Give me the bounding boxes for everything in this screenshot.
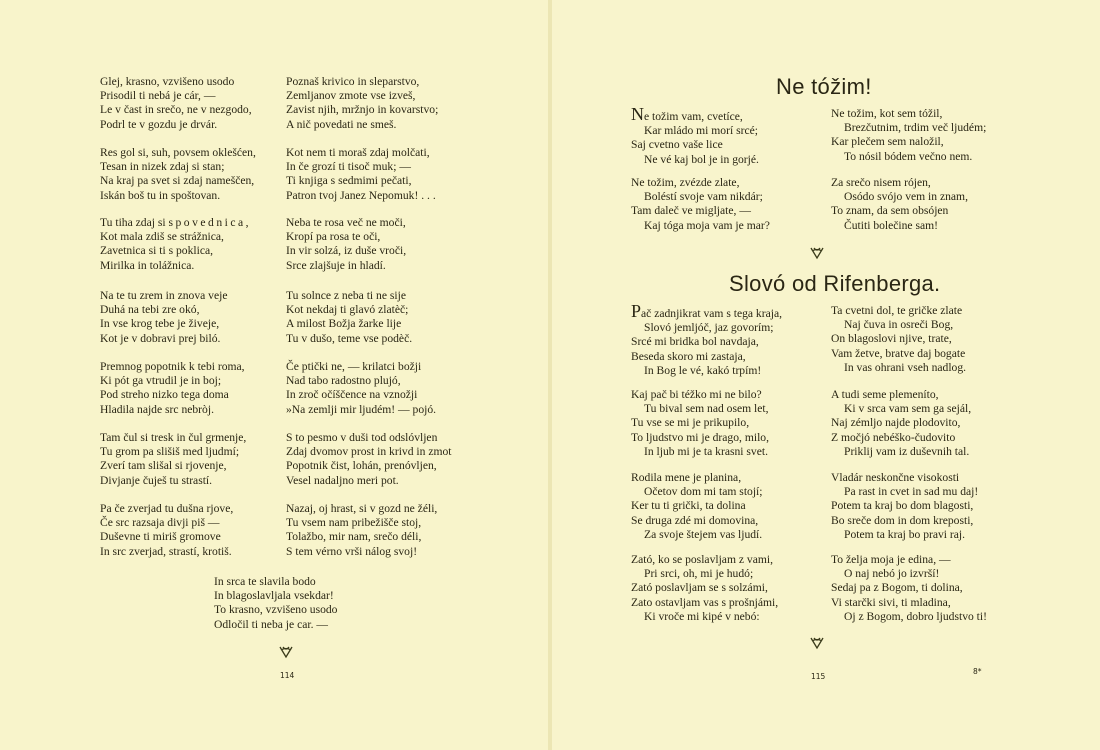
stanza <box>100 75 252 132</box>
stanza <box>286 289 412 346</box>
verse-line: A milost Božja žarke lije <box>286 317 402 331</box>
stanza <box>100 146 256 203</box>
verse-text: ač zadnjikrat vam s tega kraja, <box>641 307 783 320</box>
stanza <box>100 502 233 559</box>
verse-line: To krasno, vzvišeno usodo <box>214 603 338 617</box>
verse-line: Oj z Bogom, dobro ljudstvo ti! <box>844 609 987 623</box>
stanza <box>631 104 759 167</box>
verse-line: Pod streho nizko tega doma <box>100 388 229 402</box>
stanza <box>831 176 968 233</box>
verse-line: Kot mala zdiš se strážnica, <box>100 230 224 244</box>
stanza <box>286 75 438 132</box>
verse-line: Popotnik čist, lohán, prenóvljen, <box>286 459 437 473</box>
verse-line: Tu bival sem nad osem let, <box>644 402 769 416</box>
verse-line: Če src razsaja divji piš — <box>100 516 220 530</box>
poem-title-ne-tozim: Ne tóžim! <box>776 74 872 99</box>
verse-line: Vladár neskončne visokosti <box>831 471 960 484</box>
stanza <box>100 360 245 417</box>
verse-line: Odločil ti neba je car. — <box>214 617 328 631</box>
verse-line: Prisodil ti nebá je cár, — <box>100 89 216 103</box>
verse-text: e tožim vam, cvetíce, <box>644 110 743 123</box>
stanza <box>631 471 763 542</box>
verse-line <box>100 216 251 230</box>
stanza <box>831 388 971 459</box>
verse-line: Čutiti bolečine sam! <box>844 218 939 232</box>
verse-line: Vi starčki sivi, ti mladina, <box>831 595 951 609</box>
verse-line: Duhá na tebi zre okó, <box>100 303 200 317</box>
verse-line: Hladila najde src nebròj. <box>100 402 214 416</box>
verse-line: Nad tabo radostno plujó, <box>286 374 401 388</box>
verse-line: Tolažbo, mir nam, srečo déli, <box>286 530 422 544</box>
signature-mark: 8* <box>973 667 982 676</box>
verse-line: Tu v dušo, teme vse podèč. <box>286 331 413 345</box>
verse-line: Ti knjiga s sedmimi pečati, <box>286 174 412 188</box>
verse-line: Zavist njih, mržnjo in kovarstvo; <box>286 103 439 117</box>
verse-line: S to pesmo v duši tod odslóvljen <box>286 431 438 444</box>
verse-line: Kot nekdaj ti glavó zlatèč; <box>286 303 409 317</box>
verse-line: Srcé mi bridka bol navdaja, <box>631 335 759 349</box>
verse-line: Ne tožim, zvézde zlate, <box>631 176 740 189</box>
verse-line: Bo sreče dom in dom kreposti, <box>831 513 974 527</box>
stanza <box>100 289 227 346</box>
verse-line: Se druga zdé mi domovina, <box>631 513 759 527</box>
verse-line: Če ptički ne, — krilatci božji <box>286 360 422 373</box>
verse-line: Zato ostavljam vas s prošnjámi, <box>631 595 779 609</box>
poem-title-slovo: Slovó od Rifenberga. <box>729 271 941 296</box>
verse-line: Kaj tóga moja vam je mar? <box>644 218 770 232</box>
verse-line: In Bog le vé, kakó trpím! <box>644 363 762 377</box>
stanza <box>831 304 966 375</box>
verse-line: Kot nem ti moraš zdaj molčati, <box>286 146 430 159</box>
verse-line: A tudi seme plemeníto, <box>831 388 939 401</box>
verse-line: Zemljanov zmote vse izveš, <box>286 89 416 103</box>
stanza <box>100 216 251 273</box>
verse-line: Premnog popotnik k tebi roma, <box>100 360 245 373</box>
verse-line: Za srečo nisem rójen, <box>831 176 931 189</box>
verse-line: Potem ta kraj bo pravi raj. <box>844 527 966 541</box>
verse-line: Nazaj, oj hrast, si v gozd ne žéli, <box>286 502 438 515</box>
verse-line: To ljudstvo mi je drago, milo, <box>631 430 769 444</box>
stanza <box>286 502 437 559</box>
stanza <box>286 431 452 488</box>
page-number-right: 115 <box>811 672 826 681</box>
verse-line: A nič povedati ne smeš. <box>286 117 397 131</box>
verse-line: Tam daleč ve miglјate, — <box>631 204 751 218</box>
verse-line: Očetov dom mi tam stojí; <box>644 485 763 499</box>
verse-line: Podrl te v gozdu je drvár. <box>100 117 218 131</box>
stanza <box>100 431 246 488</box>
verse-line: In vse krog tebe je živeje, <box>100 317 220 331</box>
verse-line: In blagoslavljala vsekdar! <box>214 589 334 603</box>
verse-line: To želja moja je edina, — <box>831 553 951 566</box>
stanza <box>631 388 769 459</box>
verse-line: Kar plečem sem naložil, <box>831 135 944 149</box>
verse-line: Divjanje čuješ tu strastí. <box>100 473 213 487</box>
verse-line: S tem vérno vrši nálog svoj! <box>286 544 418 558</box>
verse-line: Tu vsem nam pribežišče stoj, <box>286 516 422 530</box>
verse-line: In ljub mi je ta krasni svet. <box>644 444 768 458</box>
verse-line: Vam žetve, bratve daj bogate <box>831 346 966 360</box>
verse-line: Saj cvetno vaše lice <box>631 138 723 152</box>
verse-line: Priklij vam iz duševnih tal. <box>844 444 970 458</box>
left-page <box>0 0 548 750</box>
verse-line: Rodila mene je planina, <box>631 471 742 484</box>
verse-line: Res gol si, suh, povsem oklešćen, <box>100 146 256 159</box>
stanza <box>214 575 337 632</box>
verse-line: Tesan in nizek zdaj si stan; <box>100 160 225 174</box>
vine-ornament-icon <box>810 246 824 260</box>
verse-line: »Na zemlji mir ljudém! — pojó. <box>286 402 437 416</box>
verse-line: Zató poslavljam se s solzámi, <box>631 581 768 595</box>
stanza <box>631 553 778 624</box>
verse-line: Beseda skoro mi zastaja, <box>631 349 746 363</box>
verse-line: Brezčutnim, trdim več ljudém; <box>844 121 987 135</box>
verse-line: In če grozí ti tisoč muk; — <box>286 160 411 174</box>
verse-line: Ta cvetni dol, te gričke zlate <box>831 304 963 317</box>
verse-line: Mirilka in tolážnica. <box>100 258 195 272</box>
verse-line: Tu vse se mi je prikupilo, <box>631 416 750 430</box>
stanza <box>286 216 406 273</box>
verse-line: Kar mládo mi morí srcé; <box>644 124 758 138</box>
verse-line: To nósil bódem večno nem. <box>844 149 973 163</box>
verse-line: Zdaj dvomov prost in krivd in zmot <box>286 445 452 459</box>
verse-line: O naj nebó jo izvrší! <box>844 567 940 581</box>
verse-line: Na te tu zrem in znova veje <box>100 289 228 302</box>
spaced-word: spovednica, <box>168 216 252 229</box>
verse-line: Ki vroče mi kipé v nebó: <box>644 609 760 623</box>
verse-line: In src zverjad, strastí, krotiš. <box>100 544 232 558</box>
verse-line: Potem ta kraj bo dom blagosti, <box>831 499 974 513</box>
verse-line: In vir solzá, iz duše vroči, <box>286 244 407 258</box>
verse-line: Sedaj pa z Bogom, ti dolina, <box>831 581 963 595</box>
verse-line <box>631 104 759 124</box>
verse-line <box>631 301 783 321</box>
verse-line: Neba te rosa več ne moči, <box>286 216 406 229</box>
verse-line: Poznaš krivico in sleparstvo, <box>286 75 420 88</box>
verse-line: Kaj pač bi téžko mi ne bilo? <box>631 388 762 401</box>
verse-line: Ki pót ga vtrudil je in boj; <box>100 374 222 388</box>
verse-line: Naj zémljo najde plodovito, <box>831 416 961 430</box>
stanza <box>831 107 986 164</box>
verse-line: Patron tvoj Janez Nepomuk! . . . <box>286 188 436 202</box>
stanza <box>286 146 436 203</box>
verse-text: Tu tiha zdaj si <box>100 216 169 229</box>
verse-line: Glej, krasno, vzvišeno usodo <box>100 75 235 88</box>
verse-line: Za svoje štejem vas ljudí. <box>644 527 763 541</box>
verse-line: Ki v srca vam sem ga sejál, <box>844 402 972 416</box>
verse-line: Z močjó nebéško-čudovito <box>831 430 956 444</box>
drop-cap: N <box>631 104 644 124</box>
verse-line: Zverí tam slišal si rjovenje, <box>100 459 227 473</box>
verse-line: Srce zlajšuje in hladí. <box>286 258 386 272</box>
verse-line: On blagoslovi njive, trate, <box>831 332 952 346</box>
verse-line: Pri srci, oh, mi je hudó; <box>644 567 754 581</box>
verse-line: Duševne ti miriš gromove <box>100 530 221 544</box>
verse-line: Boléstí svoje vam nikdár; <box>644 190 763 204</box>
verse-line: Na kraj pa svet si zdaj nameščen, <box>100 174 255 188</box>
verse-line: Vesel nadaljno meri pot. <box>286 473 399 487</box>
vine-ornament-icon <box>810 636 824 650</box>
verse-line: Ker tu ti grički, ta dolina <box>631 499 746 513</box>
stanza <box>631 301 783 378</box>
verse-line: Zavetnica si ti s poklica, <box>100 244 214 258</box>
verse-line: Ne tožim, kot sem tóžil, <box>831 107 943 120</box>
vine-ornament-icon <box>279 645 293 659</box>
verse-line: Zató, ko se poslavljam z vami, <box>631 553 773 566</box>
verse-line: Tu grom pa slišiš med ljudmí; <box>100 445 240 459</box>
verse-line: Kropí pa rosa te oči, <box>286 230 381 244</box>
drop-cap: P <box>631 301 642 321</box>
verse-line: Naj čuva in osreči Bog, <box>844 318 954 332</box>
verse-line: Tu solnce z neba ti ne sije <box>286 289 406 302</box>
verse-line: Ne vé kaj bol je in gorjé. <box>644 152 759 166</box>
verse-line: Pa rast in cvet in sad mu daj! <box>844 485 979 499</box>
page-number-left: 114 <box>280 671 295 680</box>
stanza <box>631 176 770 233</box>
verse-line: Iskán boš tu in spoštovan. <box>100 188 221 202</box>
verse-line: Pa če zverjad tu dušna rjove, <box>100 502 234 515</box>
stanza <box>831 471 978 542</box>
verse-line: Kot je v dobravi prej biló. <box>100 331 221 345</box>
verse-line: Le v čast in srečo, ne v nezgodo, <box>100 103 252 117</box>
verse-line: In zroč očíščence na vznožji <box>286 388 418 402</box>
verse-line: Slovó jemljóč, jaz govorím; <box>644 321 774 335</box>
verse-line: Tam čul si tresk in čul grmenje, <box>100 431 247 444</box>
verse-line: Osódo svójo vem in znam, <box>844 190 968 204</box>
stanza <box>286 360 436 417</box>
verse-line: In vas ohrani vseh nadlog. <box>844 360 967 374</box>
verse-line: To znam, da sem obsójen <box>831 204 949 218</box>
stanza <box>831 553 987 624</box>
verse-line: In srca te slavila bodo <box>214 575 316 588</box>
